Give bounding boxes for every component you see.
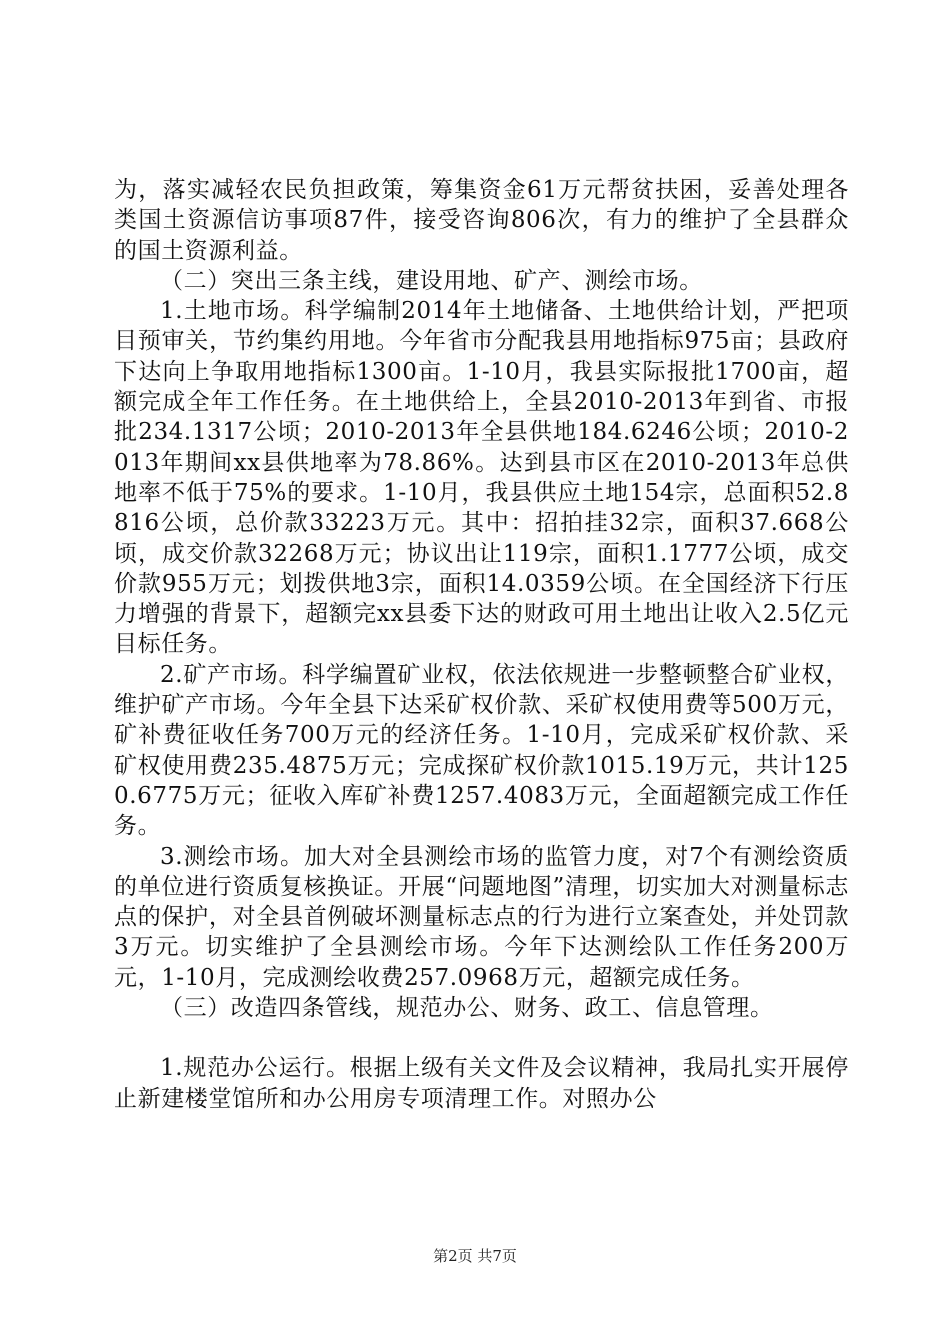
paragraph-land-market: 1.土地市场。科学编制2014年土地储备、土地供给计划，严把项目预审关，节约集约用地。今年省市分配我县用地指标975亩；县政府下达向上争取用地指标1300亩。1-10月，我县实际报批1700亩，超额完成全年工作任务。在土地供给上，全县2010-2013年到省、市报批234.1317公顷；2010-2013年全县供地184.6246公顷；2010-2013年期间xx县供地率为78.86%。达到县市区在2010-2013年总供地率不低于75%的要求。1-10月，我县供应土地154宗，总面积52.8816公顷，总价款33223万元。其中：招拍挂32宗，面积37.668公顷，成交价款32268万元；协议出让119宗，面积1.1777公顷，成交价款955万元；划拨供地3宗，面积14.0359公顷。在全国经济下行压力增强的背景下，超额完xx县委下达的财政可用土地出让收入2.5亿元目标任务。: [114, 298, 849, 658]
document-body: [114, 175, 849, 1114]
page-number-footer: 第2页 共7页: [433, 1247, 517, 1265]
section-heading-three: （三）改造四条管线，规范办公、财务、政工、信息管理。: [160, 995, 774, 1022]
paragraph-continuation: 为，落实减轻农民负担政策，筹集资金61万元帮贫扶困，妥善处理各类国土资源信访事项87件，接受咨询806次，有力的维护了全县群众的国土资源利益。: [114, 177, 849, 264]
paragraph-surveying-market: 3.测绘市场。加大对全县测绘市场的监管力度，对7个有测绘资质的单位进行资质复核换证。开展“问题地图”清理，切实加大对测量标志点的保护，对全县首例破坏测量标志点的行为进行立案查处，并处罚款3万元。切实维护了全县测绘市场。今年下达测绘队工作任务200万元，1-10月，完成测绘收费257.0968万元，超额完成任务。: [114, 843, 849, 991]
paragraph-mineral-market: 2.矿产市场。科学编置矿业权，依法依规进一步整顿整合矿业权，维护矿产市场。今年全县下达采矿权价款、采矿权使用费等500万元，矿补费征收任务700万元的经济任务。1-10月，完成采矿权价款、采矿权使用费235.4875万元；完成探矿权价款1015.19万元，共计1250.6775万元；征收入库矿补费1257.4083万元，全面超额完成工作任务。: [114, 661, 849, 840]
section-heading-two: （二）突出三条主线，建设用地、矿产、测绘市场。: [160, 267, 703, 294]
paragraph-office-operation: 1.规范办公运行。根据上级有关文件及会议精神，我局扎实开展停止新建楼堂馆所和办公用房专项清理工作。对照办公: [114, 1055, 849, 1112]
